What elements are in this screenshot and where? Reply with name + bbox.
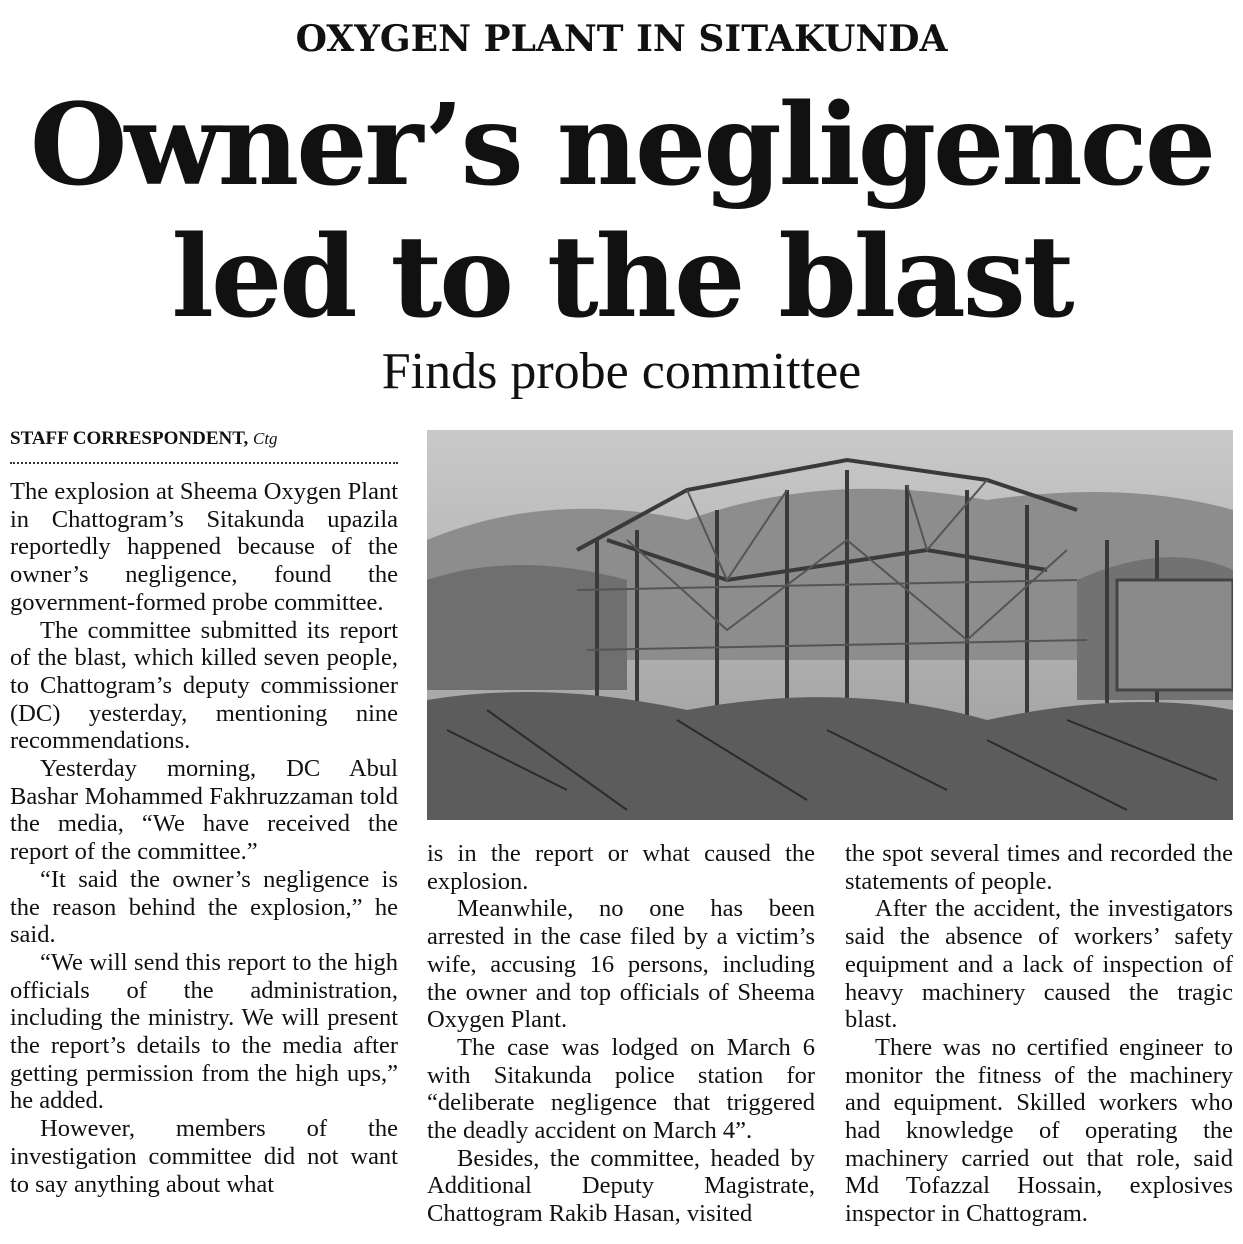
headline [0, 80, 1243, 344]
paragraph: However, members of the investigation committee did not want to say anything about what [10, 1115, 398, 1198]
paragraph: There was no certified engineer to monitor the fitness of the machinery and equipment. Skilled workers who had knowledge of operating the machinery carried out that role, said Md Tofazzal Hossain, explosives inspector in Chattogram. [845, 1033, 1233, 1228]
article-column-2 [427, 840, 815, 1228]
paragraph: After the accident, the investigators said the absence of workers’ safety equipment and a lack of inspection of heavy machinery caused the tragic blast. [845, 895, 1233, 1034]
byline [10, 428, 400, 450]
headline-line-1: Owner’s negligence [29, 80, 1214, 211]
paragraph: The committee submitted its report of the blast, which killed seven people, to Chattogram’s deputy commissioner (DC) yesterday, mentioning nine recommendations. [10, 616, 398, 755]
kicker: OXYGEN PLANT IN SITAKUNDA [295, 18, 948, 60]
paragraph: Meanwhile, no one has been arrested in the case filed by a victim’s wife, accusing 16 persons, including the owner and top officials of Sheema Oxygen Plant. [427, 895, 815, 1034]
news-photo [427, 430, 1233, 820]
paragraph: “We will send this report to the high officials of the administration, including the ministry. We will present the report’s details to the media after getting permission from the high ups,” he added. [10, 948, 398, 1115]
headline-line-2: led to the blast [171, 212, 1072, 343]
photo-icon [427, 430, 1233, 820]
byline-location: Ctg [252, 429, 278, 448]
paragraph: is in the report or what caused the explosion. [427, 840, 815, 895]
byline-author: STAFF CORRESPONDENT, [10, 428, 249, 449]
paragraph: The explosion at Sheema Oxygen Plant in Chattogram’s Sitakunda upazila reportedly happened because of the owner’s negligence, found the government-formed probe committee. [10, 478, 398, 616]
paragraph: “It said the owner’s negligence is the reason behind the explosion,” he said. [10, 865, 398, 949]
byline-divider [10, 462, 398, 464]
article-column-3 [845, 840, 1233, 1228]
deck: Finds probe committee [381, 343, 862, 400]
article-column-1 [10, 478, 398, 1198]
paragraph: Yesterday morning, DC Abul Bashar Mohammed Fakhruzzaman told the media, “We have received the report of the committee.” [10, 755, 398, 866]
paragraph: The case was lodged on March 6 with Sitakunda police station for “deliberate negligence that triggered the deadly accident on March 4”. [427, 1033, 815, 1145]
paragraph: the spot several times and recorded the statements of people. [845, 840, 1233, 895]
paragraph: Besides, the committee, headed by Additional Deputy Magistrate, Chattogram Rakib Hasan, visited [427, 1144, 815, 1228]
